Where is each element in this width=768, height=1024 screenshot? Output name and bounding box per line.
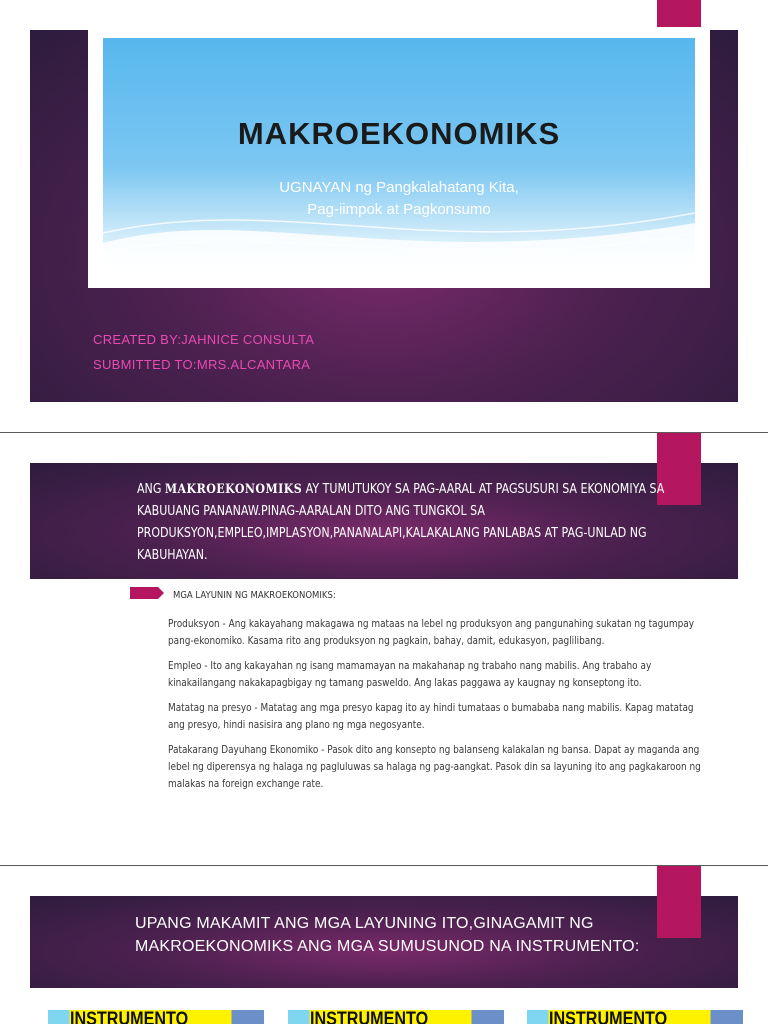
subtitle-line-1: UGNAYAN ng Pangkalahatang Kita,: [279, 179, 519, 196]
title-slide: [0, 0, 768, 432]
instrument-label: INSTRUMENTO: [310, 1010, 429, 1024]
goals-heading: MGA LAYUNIN NG MAKROEKONOMIKS:: [173, 590, 336, 601]
goal-paragraph: Empleo - Ito ang kakayahan ng isang mamamayan na makahanap ng trabaho nang mabilis. Ang trabaho ay kinakailangang nakakapagbigay ng tamang pasweldo. Ang lakas paggawa ay kaugnay ng konseptong ito.: [168, 660, 652, 689]
submitted-to-text: SUBMITTED TO:MRS.ALCANTARA: [93, 357, 311, 372]
pink-tab-decoration: [657, 866, 701, 938]
title-card: [88, 30, 710, 288]
presentation-title: MAKROEKONOMIKS: [237, 116, 561, 151]
arrow-bullet-icon: [130, 587, 164, 599]
instrument-card: [48, 1010, 264, 1024]
instrument-card: [527, 1010, 743, 1024]
subtitle-line-2: Pag-iimpok at Pagkonsumo: [307, 201, 491, 218]
instrument-card: [288, 1010, 504, 1024]
title-banner: [103, 38, 695, 273]
intro-rest: AY TUMUTUKOY SA PAG-AARAL AT PAGSUSURI SA EKONOMIYA SA KABUUANG PANANAW.PINAG-AARALAN DITO ANG TUNGKOL SA PRODUKSYON,EMPLEO,IMPLASYON,PANANALAPI,KALAKALANG PANLABAS AT PAG-UNLAD NG KABUHAYAN.: [137, 482, 665, 563]
definition-text: [137, 479, 677, 567]
instruments-line-2: MAKROEKONOMIKS ANG MGA SUMUSUNOD NA INSTRUMENTO:: [135, 938, 640, 955]
goal-paragraph: Matatag na presyo - Matatag ang mga presyo kapag ito ay hindi tumataas o bumababa nang mabilis. Kapag matatag ang presyo, hindi nasisira ang plano ng mga negosyante.: [168, 702, 694, 731]
intro-keyword: MAKROEKONOMIKS: [164, 482, 303, 497]
definition-slide: [0, 433, 768, 865]
instruments-line-1: UPANG MAKAMIT ANG MGA LAYUNING ITO,GINAGAMIT NG: [135, 915, 594, 932]
pink-tab-decoration: [657, 0, 701, 27]
instrument-label: INSTRUMENTO: [70, 1010, 189, 1024]
instruments-slide: [0, 866, 768, 1024]
wave-decoration: [103, 183, 695, 273]
goal-paragraph: Produksyon - Ang kakayahang makagawa ng mataas na lebel ng produksyon ang pangunahing sukatan ng tagumpay pang-ekonomiko. Kasama rito ang produksyon ng pagkain, bahay, damit, edukasyon, paglilibang.: [168, 618, 695, 647]
instrument-label: INSTRUMENTO: [549, 1010, 668, 1024]
intro-prefix: ANG: [137, 482, 165, 497]
created-by-text: CREATED BY:JAHNICE CONSULTA: [93, 332, 315, 347]
goal-paragraph: Patakarang Dayuhang Ekonomiko - Pasok dito ang konsepto ng balanseng kalakalan ng bansa. Dapat ay maganda ang lebel ng diperensya ng halaga ng pagluluwas sa halaga ng pag-aangkat. Pasok din sa layuning ito ang pagkakaroon ng malakas na foreign exchange rate.: [168, 744, 701, 790]
